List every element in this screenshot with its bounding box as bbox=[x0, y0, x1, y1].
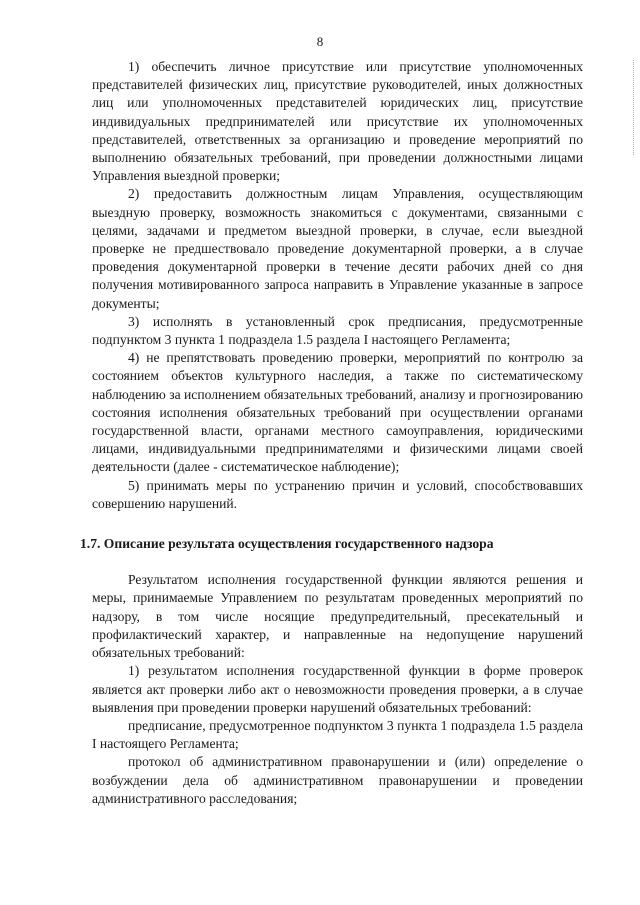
document-body bbox=[80, 58, 583, 808]
page-number: 8 bbox=[316, 34, 324, 49]
list-item-3: 3) исполнять в установленный срок предписания, предусмотренные подпунктом 3 пункта 1 подраздела 1.5 раздела I настоящего Регламента; bbox=[92, 313, 583, 348]
list-item-1: 1) обеспечить личное присутствие или присутствие уполномоченных представителей физических лиц, присутствие руководителей, иных должностных лиц или уполномоченных представителей юридических лиц, присутствие индивидуальных предпринимателей или присутствие их уполномоченных представителей, ответственных за организацию и проведение мероприятий по выполнению обязательных требований, при проведении должностными лицами Управления выездной проверки; bbox=[92, 59, 583, 184]
section-paragraph-2: 1) результатом исполнения государственной функции в форме проверок является акт проверки либо акт о невозможности проведения проверки, а в случае выявления при проведении проверки нарушений обязательных требований: bbox=[92, 663, 583, 715]
list-item-5: 5) принимать меры по устранению причин и условий, способствовавших совершению нарушений. bbox=[92, 477, 583, 511]
section-paragraph-1: Результатом исполнения государственной функции являются решения и меры, принимаемые Управлением по результатам проведенных мероприятий по надзору, в том числе носящие предупредительный, пресекательный и профилактический характер, и направленные на недопущение нарушений обязательных требований: bbox=[92, 572, 583, 661]
section-paragraph-3: предписание, предусмотренное подпунктом 3 пункта 1 подраздела 1.5 раздела I настоящего Регламента; bbox=[92, 717, 583, 752]
section-paragraph-4: протокол об административном правонарушении и (или) определение о возбуждении дела об административном правонарушении и проведении административного расследования; bbox=[92, 754, 583, 806]
margin-marks bbox=[633, 60, 637, 155]
list-item-4: 4) не препятствовать проведению проверки, мероприятий по контролю за состоянием объектов культурного наследия, а также по систематическому наблюдению за исполнением обязательных требований, анализу и прогнозированию состояния исполнения обязательных требований при осуществлении органами государственной власти, органами местного самоуправления, юридическими лицами, индивидуальными предпринимателями и физическими лицами своей деятельности (далее - систематическое наблюдение); bbox=[92, 350, 583, 475]
section-heading: 1.7. Описание результата осуществления государственного надзора bbox=[80, 536, 494, 552]
list-item-2: 2) предоставить должностным лицам Управления, осуществляющим выездную проверку, возможность знакомиться с документами, связанными с целями, задачами и предметом выездной проверки, в случае, если выездной проверке не предшествовало проведение документарной проверки, а в случае проведения документарной проверки в течение десяти рабочих дней со дня получения мотивированного запроса направить в Управление указанные в запросе документы; bbox=[92, 186, 583, 311]
